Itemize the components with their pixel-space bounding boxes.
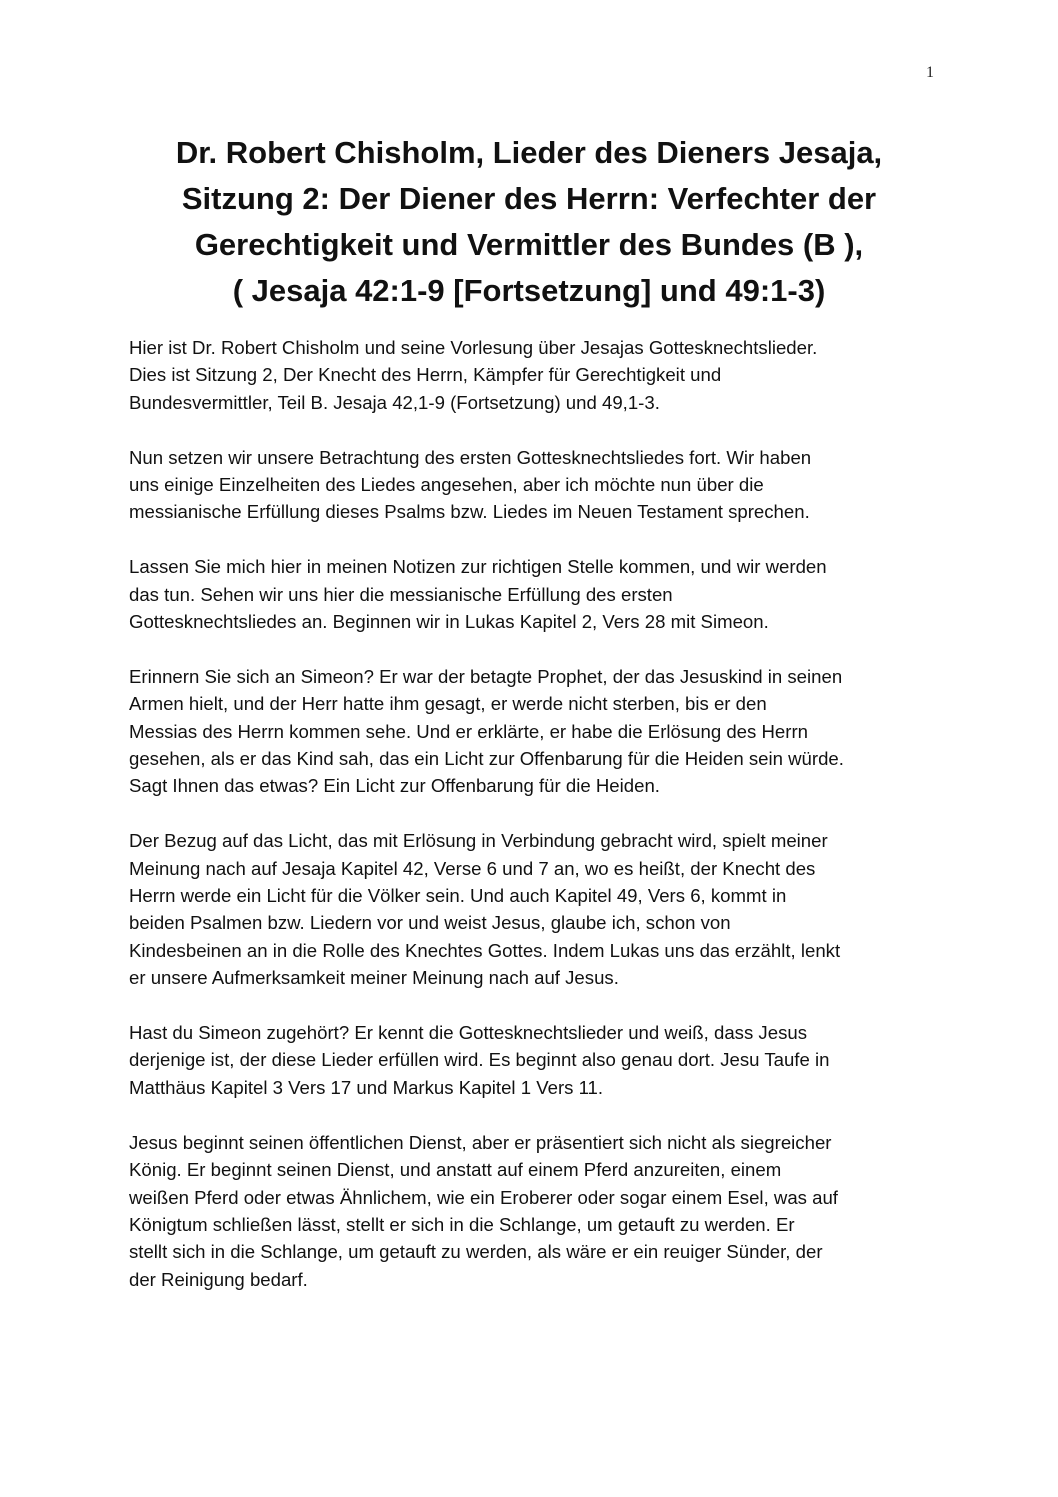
text-line: stellt sich in die Schlange, um getauft zu werden, als wäre er ein reuiger Sünder, der xyxy=(129,1241,823,1263)
paragraph xyxy=(129,1129,949,1293)
text-line: Erinnern Sie sich an Simeon? Er war der betagte Prophet, der das Jesuskind in seinen xyxy=(129,665,843,687)
document-body xyxy=(129,334,949,1321)
text-line: Hast du Simeon zugehört? Er kennt die Gottesknechtslieder und weiß, dass Jesus xyxy=(129,1022,807,1044)
paragraph xyxy=(129,553,949,635)
text-line: Dies ist Sitzung 2, Der Knecht des Herrn, Kämpfer für Gerechtigkeit und xyxy=(129,364,722,386)
text-line: derjenige ist, der diese Lieder erfüllen wird. Es beginnt also genau dort. Jesu Taufe in xyxy=(129,1049,830,1071)
text-line: Sagt Ihnen das etwas? Ein Licht zur Offenbarung für die Heiden. xyxy=(129,775,660,797)
text-line: gesehen, als er das Kind sah, das ein Licht zur Offenbarung für die Heiden sein würde. xyxy=(129,748,844,770)
text-line: er unsere Aufmerksamkeit meiner Meinung nach auf Jesus. xyxy=(129,967,619,989)
text-line: der Reinigung bedarf. xyxy=(129,1268,308,1290)
text-line: weißen Pferd oder etwas Ähnlichem, wie ein Eroberer oder sogar einem Esel, was auf xyxy=(129,1186,838,1208)
text-line: das tun. Sehen wir uns hier die messianische Erfüllung des ersten xyxy=(129,583,673,605)
text-line: Jesus beginnt seinen öffentlichen Dienst, aber er präsentiert sich nicht als siegreicher xyxy=(129,1131,832,1153)
text-line: Herrn werde ein Licht für die Völker sein. Und auch Kapitel 49, Vers 6, kommt in xyxy=(129,885,787,907)
text-line: Meinung nach auf Jesaja Kapitel 42, Verse 6 und 7 an, wo es heißt, der Knecht des xyxy=(129,857,816,879)
paragraph xyxy=(129,663,949,800)
text-line: Hier ist Dr. Robert Chisholm und seine Vorlesung über Jesajas Gottesknechtslieder. xyxy=(129,337,818,358)
title-line: Dr. Robert Chisholm, Lieder des Dieners Jesaja, xyxy=(175,135,883,170)
title-line: Gerechtigkeit und Vermittler des Bundes (B ), xyxy=(194,227,864,262)
text-line: Bundesvermittler, Teil B. Jesaja 42,1-9 (Fortsetzung) und 49,1-3. xyxy=(129,391,660,413)
text-line: Lassen Sie mich hier in meinen Notizen zur richtigen Stelle kommen, und wir werden xyxy=(129,556,827,578)
paragraph xyxy=(129,1019,949,1101)
text-line: Gottesknechtsliedes an. Beginnen wir in Lukas Kapitel 2, Vers 28 mit Simeon. xyxy=(129,611,769,633)
title-line: Sitzung 2: Der Diener des Herrn: Verfechter der xyxy=(181,181,877,216)
paragraph xyxy=(129,827,949,991)
text-line: Messias des Herrn kommen sehe. Und er erklärte, er habe die Erlösung des Herrn xyxy=(129,720,808,742)
text-line: Armen hielt, und der Herr hatte ihm gesagt, er werde nicht sterben, bis er den xyxy=(129,693,767,715)
document-title xyxy=(100,130,958,314)
title-line: ( Jesaja 42:1-9 [Fortsetzung] und 49:1-3) xyxy=(232,273,826,308)
text-line: Kindesbeinen an in die Rolle des Knechtes Gottes. Indem Lukas uns das erzählt, lenkt xyxy=(129,939,841,961)
text-line: Nun setzen wir unsere Betrachtung des ersten Gottesknechtsliedes fort. Wir haben xyxy=(129,446,812,468)
text-line: uns einige Einzelheiten des Liedes angesehen, aber ich möchte nun über die xyxy=(129,474,764,496)
text-line: Der Bezug auf das Licht, das mit Erlösung in Verbindung gebracht wird, spielt meiner xyxy=(129,830,828,852)
text-line: Matthäus Kapitel 3 Vers 17 und Markus Kapitel 1 Vers 11. xyxy=(129,1076,604,1098)
page-number: 1 xyxy=(926,64,934,81)
text-line: messianische Erfüllung dieses Psalms bzw. Liedes im Neuen Testament sprechen. xyxy=(129,501,810,523)
text-line: Königtum schließen lässt, stellt er sich in die Schlange, um getauft zu werden. Er xyxy=(129,1213,795,1235)
text-line: König. Er beginnt seinen Dienst, und anstatt auf einem Pferd anzureiten, einem xyxy=(129,1159,782,1181)
text-line: beiden Psalmen bzw. Liedern vor und weist Jesus, glaube ich, schon von xyxy=(129,912,731,934)
paragraph xyxy=(129,444,949,526)
paragraph-intro xyxy=(129,334,949,416)
